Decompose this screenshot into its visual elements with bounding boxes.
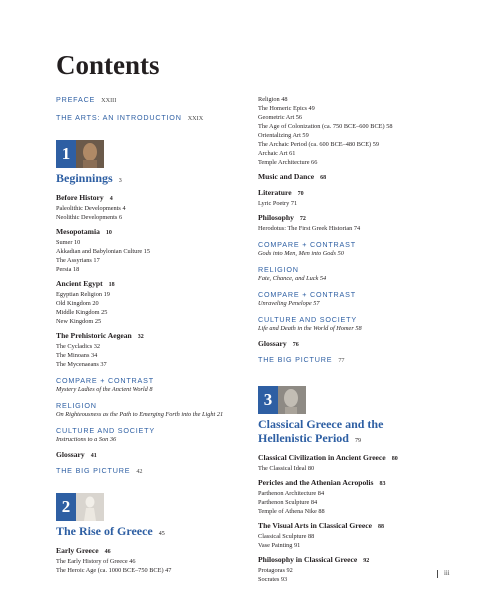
toc-subentry[interactable]: Vase Painting 91: [258, 542, 301, 549]
chapter-1-title[interactable]: Beginnings 3: [56, 171, 122, 185]
entry-page: XXIII: [101, 97, 117, 104]
toc-entry-preface[interactable]: [56, 95, 242, 106]
toc-subentry[interactable]: The Age of Colonization (ca. 750 BCE–600 BCE) 58: [258, 123, 393, 130]
chapter-3-title[interactable]: Classical Greece and the Hellenistic Period 79: [258, 417, 384, 445]
toc-subentry[interactable]: Life and Death in the World of Homer 58: [258, 325, 362, 332]
toc-subentry[interactable]: Parthenon Architecture 84: [258, 490, 325, 497]
toc-subentry[interactable]: Unraveling Penelope 57: [258, 300, 320, 307]
toc-subentry[interactable]: Herodotus: The First Greek Historian 74: [258, 225, 361, 232]
toc-big-picture[interactable]: THE BIG PICTURE 42: [56, 466, 143, 475]
toc-subentry[interactable]: The Homeric Epics 49: [258, 105, 315, 112]
feature-label: RELIGION: [56, 401, 97, 410]
toc-subentry[interactable]: Temple of Athena Nike 88: [258, 508, 325, 515]
toc-section[interactable]: Classical Civilization in Ancient Greece 80: [258, 453, 398, 462]
toc-subentry[interactable]: On Righteousness as the Path to Emerging Forth into the Light 21: [56, 411, 224, 418]
toc-section[interactable]: The Prehistoric Aegean 32: [56, 331, 144, 340]
toc-subentry[interactable]: Protagoras 92: [258, 567, 293, 574]
toc-section[interactable]: The Visual Arts in Classical Greece 88: [258, 521, 384, 530]
toc-subentry[interactable]: Lyric Poetry 71: [258, 200, 298, 207]
toc-subentry[interactable]: New Kingdom 25: [56, 318, 102, 325]
feature-label: CULTURE AND SOCIETY: [56, 426, 155, 435]
page-title: Contents: [56, 50, 160, 80]
toc-big-picture[interactable]: THE BIG PICTURE 77: [258, 355, 345, 364]
toc-subentry[interactable]: The Archaic Period (ca. 600 BCE–480 BCE) 59: [258, 141, 380, 148]
chapter-3-marker: [258, 386, 448, 414]
toc-subentry[interactable]: Akkadian and Babylonian Culture 15: [56, 248, 151, 255]
toc-subentry[interactable]: The Heroic Age (ca. 1000 BCE–750 BCE) 47: [56, 567, 172, 574]
toc-subentry[interactable]: Middle Kingdom 25: [56, 309, 108, 316]
toc-subentry[interactable]: Persia 18: [56, 266, 80, 273]
feature-label: CULTURE AND SOCIETY: [258, 315, 357, 324]
toc-section[interactable]: Ancient Egypt 18: [56, 279, 115, 288]
chapter-number: 3: [258, 386, 278, 414]
toc-subentry[interactable]: The Mycenaeans 37: [56, 361, 107, 368]
toc-subentry[interactable]: Religion 48: [258, 96, 288, 103]
chapter-number: 1: [56, 140, 76, 168]
feature-label: RELIGION: [258, 265, 299, 274]
toc-subentry[interactable]: The Early History of Greece 46: [56, 558, 136, 565]
entry-label: THE ARTS: AN INTRODUCTION: [56, 113, 182, 122]
toc-subentry[interactable]: The Minoans 34: [56, 352, 98, 359]
statue-figure-icon: [76, 493, 104, 521]
toc-section[interactable]: Before History 4: [56, 193, 113, 202]
entry-page: XXIX: [187, 115, 204, 122]
chapter-2-marker: [56, 493, 242, 521]
toc-subentry[interactable]: Old Kingdom 20: [56, 300, 99, 307]
toc-subentry[interactable]: Sumer 10: [56, 239, 81, 246]
toc-section[interactable]: Early Greece 46: [56, 546, 111, 555]
toc-subentry[interactable]: Classical Sculpture 88: [258, 533, 315, 540]
feature-label: COMPARE + CONTRAST: [56, 376, 154, 385]
toc-subentry[interactable]: Geometric Art 56: [258, 114, 303, 121]
toc-glossary[interactable]: Glossary 41: [56, 450, 97, 459]
toc-subentry[interactable]: The Classical Ideal 80: [258, 465, 315, 472]
chapter-2-title[interactable]: The Rise of Greece 45: [56, 524, 165, 538]
bust-figure-icon: [278, 386, 306, 414]
toc-subentry[interactable]: The Cycladics 32: [56, 343, 101, 350]
toc-subentry[interactable]: Parthenon Sculpture 84: [258, 499, 318, 506]
right-column: [258, 95, 448, 584]
feature-label: COMPARE + CONTRAST: [258, 240, 356, 249]
toc-section[interactable]: Pericles and the Athenian Acropolis 83: [258, 478, 386, 487]
toc-section[interactable]: Philosophy in Classical Greece 92: [258, 555, 370, 564]
toc-subentry[interactable]: Fate, Chance, and Luck 54: [258, 275, 327, 282]
portrait-figure-icon: [76, 140, 104, 168]
toc-subentry[interactable]: Temple Architecture 66: [258, 159, 318, 166]
toc-subentry[interactable]: Paleolithic Developments 4: [56, 205, 126, 212]
entry-label: PREFACE: [56, 95, 96, 104]
toc-subentry[interactable]: Neolithic Developments 6: [56, 214, 123, 221]
toc-section[interactable]: Literature 70: [258, 188, 304, 197]
chapter-number: 2: [56, 493, 76, 521]
toc-entry-arts-introduction[interactable]: [56, 113, 242, 124]
toc-subentry[interactable]: Gods into Men, Men into Gods 50: [258, 250, 344, 257]
chapter-1-marker: [56, 140, 242, 168]
feature-label: COMPARE + CONTRAST: [258, 290, 356, 299]
toc-subentry[interactable]: The Assyrians 17: [56, 257, 100, 264]
toc-glossary[interactable]: Glossary 76: [258, 339, 299, 348]
toc-subentry[interactable]: Socrates 93: [258, 576, 288, 583]
toc-subentry[interactable]: Egyptian Religion 19: [56, 291, 110, 298]
toc-subentry[interactable]: Mystery Ladies of the Ancient World 8: [56, 386, 153, 393]
page-number: iii: [437, 570, 450, 578]
toc-section[interactable]: Mesopotamia 10: [56, 227, 112, 236]
toc-subentry[interactable]: Instructions to a Son 36: [56, 436, 117, 443]
toc-subentry[interactable]: Orientalizing Art 59: [258, 132, 309, 139]
toc-subentry[interactable]: Archaic Art 61: [258, 150, 296, 157]
toc-section[interactable]: Music and Dance 68: [258, 172, 327, 181]
left-column: [56, 95, 242, 575]
toc-section[interactable]: Philosophy 72: [258, 213, 306, 222]
